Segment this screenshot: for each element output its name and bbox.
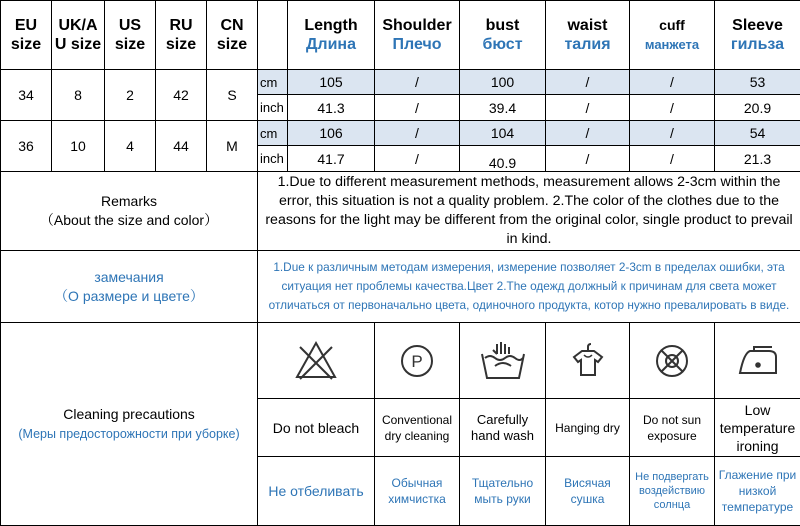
header-us-size: US size [105, 1, 156, 70]
care-label-en: Carefully hand wash [460, 399, 546, 457]
us-size-cell: 4 [105, 121, 156, 172]
header-unit-blank [258, 1, 288, 70]
remarks-row-ru [1, 251, 800, 323]
header-length: Length Длина [288, 1, 375, 70]
bust-cell: 100 [460, 70, 546, 95]
unit-cell: inch [258, 95, 288, 121]
waist-cell: / [546, 95, 630, 121]
shoulder-cell: / [375, 121, 460, 146]
cuff-cell: / [630, 70, 715, 95]
cuff-cell: / [630, 146, 715, 172]
hang-dry-icon [546, 341, 629, 381]
unit-cell: cm [258, 121, 288, 146]
header-sleeve: Sleeve гильза [715, 1, 800, 70]
shoulder-cell: / [375, 95, 460, 121]
care-label-en: Do not sun exposure [630, 399, 715, 457]
bust-cell: 104 [460, 121, 546, 146]
length-cell: 41.3 [288, 95, 375, 121]
cuff-cell: / [630, 121, 715, 146]
sleeve-cell: 54 [715, 121, 800, 146]
ru-size-cell: 42 [156, 70, 207, 121]
hand-wash-icon [460, 340, 545, 382]
size-row-cm [1, 70, 800, 95]
low-iron-icon [715, 341, 800, 381]
care-icon-cell [258, 323, 375, 399]
bust-cell: 40.9 [460, 146, 546, 172]
care-icon-cell [375, 323, 460, 399]
bust-cell: 39.4 [460, 95, 546, 121]
waist-cell: / [546, 70, 630, 95]
header-waist: waist талия [546, 1, 630, 70]
unit-cell: cm [258, 70, 288, 95]
remarks-text-en: 1.Due to different measurement methods, measurement allows 2-3cm within the error, this situation is not a quality problem. 2.The color of the clothes due to the reasons for the light may be different from the original color, single product to prevail in kind. [258, 172, 800, 251]
header-ru-size: RU size [156, 1, 207, 70]
cn-size-cell: M [207, 121, 258, 172]
care-label-en: Do not bleach [258, 399, 375, 457]
cleaning-label: Cleaning precautions (Меры предосторожности при уборке) [1, 323, 258, 526]
uk-size-cell: 8 [52, 70, 105, 121]
no-bleach-icon [258, 339, 374, 383]
header-cn-size: CN size [207, 1, 258, 70]
unit-cell: inch [258, 146, 288, 172]
sleeve-cell: 53 [715, 70, 800, 95]
care-label-ru: Обычная химчистка [375, 457, 460, 526]
shoulder-cell: / [375, 146, 460, 172]
dry-clean-icon [375, 341, 459, 381]
cn-size-cell: S [207, 70, 258, 121]
remarks-text-ru: 1.Due к различным методам измерения, измерение позволяет 2-3cm в пределах ошибки, эта ситуация нет проблемы качества.Цвет 2.The одежд должный к причинам для света может отличаться от первоначально цвета, одиночного продукта, котор нужно превалировать в виде. [258, 251, 800, 323]
care-label-ru: Тщательно мыть руки [460, 457, 546, 526]
header-uk-size: UK/A U size [52, 1, 105, 70]
care-label-ru: Висячая сушка [546, 457, 630, 526]
header-eu-size: EU size [1, 1, 52, 70]
care-label-en: Hanging dry [546, 399, 630, 457]
waist-cell: / [546, 146, 630, 172]
header-row [1, 1, 800, 70]
care-label-en: Low temperature ironing [715, 399, 800, 457]
shoulder-cell: / [375, 70, 460, 95]
eu-size-cell: 36 [1, 121, 52, 172]
us-size-cell: 2 [105, 70, 156, 121]
remarks-label-en: Remarks （About the size and color） [1, 172, 258, 251]
care-icon-cell [715, 323, 800, 399]
care-icons-row [1, 323, 800, 399]
no-sun-icon [630, 341, 714, 381]
eu-size-cell: 34 [1, 70, 52, 121]
header-cuff: cuff манжета [630, 1, 715, 70]
length-cell: 106 [288, 121, 375, 146]
header-bust: bust бюст [460, 1, 546, 70]
sleeve-cell: 20.9 [715, 95, 800, 121]
length-cell: 105 [288, 70, 375, 95]
care-label-ru: Глажение при низкой температуре [715, 457, 800, 526]
svg-text:P: P [411, 351, 423, 371]
sleeve-cell: 21.3 [715, 146, 800, 172]
care-icon-cell [630, 323, 715, 399]
care-label-en: Conventional dry cleaning [375, 399, 460, 457]
size-row-cm [1, 121, 800, 146]
header-shoulder: Shoulder Плечо [375, 1, 460, 70]
waist-cell: / [546, 121, 630, 146]
ru-size-cell: 44 [156, 121, 207, 172]
remarks-row-en [1, 172, 800, 251]
care-icon-cell [546, 323, 630, 399]
cuff-cell: / [630, 95, 715, 121]
care-label-ru: Не подвергать воздействию солнца [630, 457, 715, 526]
care-icon-cell [460, 323, 546, 399]
care-label-ru: Не отбеливать [258, 457, 375, 526]
remarks-label-ru: замечания （О размере и цвете） [1, 251, 258, 323]
length-cell: 41.7 [288, 146, 375, 172]
uk-size-cell: 10 [52, 121, 105, 172]
